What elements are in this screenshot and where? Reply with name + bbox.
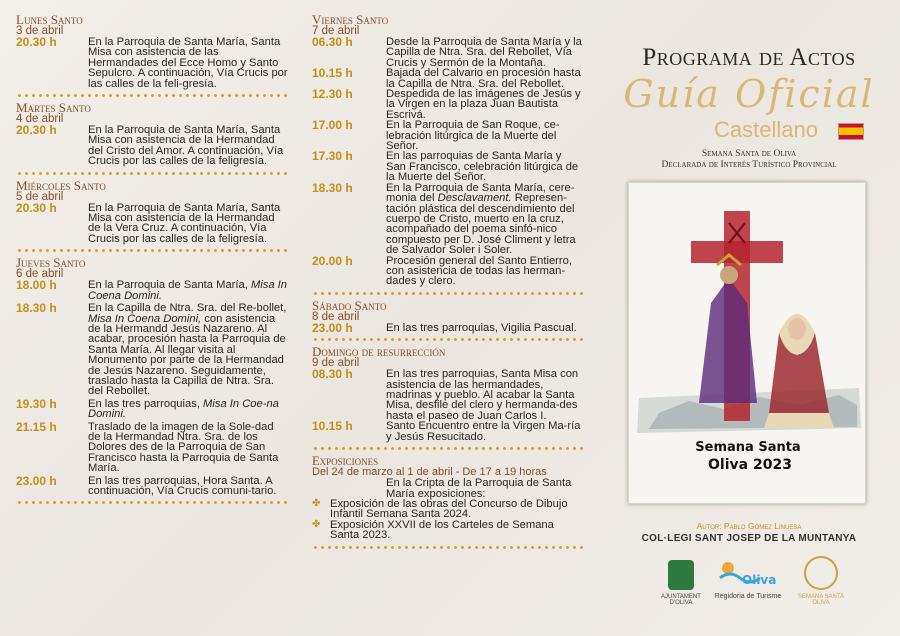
day-domingo-resurreccion xyxy=(312,346,584,442)
event-text xyxy=(386,183,584,256)
cover-title: Programa de Actos xyxy=(642,44,856,71)
author-credit: Autor: Pablo Gómez Linuesa xyxy=(696,521,802,531)
event-time: 18.30 h xyxy=(312,180,353,195)
poster-caption-2: Oliva 2023 xyxy=(708,457,792,473)
day-miercoles-santo xyxy=(16,177,288,245)
event-text-part: Represen-tación plástica del descendimiento del cuerpo de Cristo, muerto en la cruz, acompañado del poema sinfó-nico compuesto per D. José Climent y letra de Salvador Soler i Soler. xyxy=(386,192,576,257)
spain-flag-icon xyxy=(838,123,864,140)
event-text: En las tres parroquias, Vigilia Pascual. xyxy=(386,321,577,334)
event-time: 20.30 h xyxy=(16,35,57,49)
day-title: Martes Santo xyxy=(16,100,91,116)
event-text: En las tres parroquias, Santa Misa con asistencia de las hermandades, madrinas y pueblo. Al acabar la Santa Misa, desfile del clero y hermanda-des hasta el paseo de Juan Carlos I. xyxy=(386,368,579,422)
event-text: Traslado de la imagen de la Sole-dad de la Hermandad Ntra. Sra. de los Dolores des de la Parroquia de San Francisco hasta la Parroquia de Santa María. xyxy=(88,420,279,475)
dotted-divider xyxy=(312,546,584,549)
event-text xyxy=(88,280,288,301)
event-text: En la Parroquia de Santa María, Santa Misa con asistencia de la Hermandad del Cristo del Amor. A continuación, Vía Crucis por las calles de la feligresía. xyxy=(88,124,284,168)
turisme-logo-text: Regidoria de Turisme xyxy=(714,593,782,600)
exhibitions-section xyxy=(312,455,584,540)
event-row xyxy=(16,37,288,89)
schedule-column-2 xyxy=(312,14,584,554)
leaf-bullet-icon: ✤ xyxy=(312,497,321,509)
event-text-part: En la Capilla de Ntra. Sra. del Re-bollet, xyxy=(88,302,287,315)
event-text-part: En las tres parroquias, xyxy=(88,397,200,410)
event-time: 12.30 h xyxy=(312,87,353,102)
cover-subtitle-2: Declarada de Interés Turístico Provincial xyxy=(661,160,837,170)
event-time: 17.30 h xyxy=(312,149,353,164)
event-row xyxy=(312,120,584,151)
event-time: 23.00 h xyxy=(16,473,57,488)
exhibition-item-text: Exposición XXVII de los Carteles de Semana Santa 2023. xyxy=(330,518,554,542)
event-text: Bajada del Calvario en procesión hasta la Capilla de Ntra. Sra. del Rebollet. xyxy=(386,67,581,90)
day-date: 8 de abril xyxy=(312,310,360,323)
event-row xyxy=(312,369,584,421)
event-text xyxy=(88,399,288,420)
dotted-divider xyxy=(312,292,584,295)
oliva-logo-text: Oliva xyxy=(742,573,777,587)
event-text-part: En la Parroquia de Santa María, cere-monia del xyxy=(386,181,575,205)
event-time: 20.00 h xyxy=(312,253,353,268)
day-date: 5 de abril xyxy=(16,190,64,203)
dotted-divider xyxy=(16,94,288,97)
event-text-italic: Misa In Coe-na Domini. xyxy=(88,397,279,421)
oliva-turisme-logo xyxy=(718,560,778,588)
event-row xyxy=(312,421,584,442)
ajuntament-logo-text: AJUNTAMENT D'OLIVA xyxy=(661,594,701,606)
event-text xyxy=(88,303,288,397)
event-row xyxy=(16,303,288,397)
event-row xyxy=(312,89,584,120)
day-lunes-santo xyxy=(16,14,288,89)
cover-subtitle-1: Semana Santa de Oliva xyxy=(701,149,797,159)
school-name: COL·LEGI SANT JOSEP DE LA MUNTANYA xyxy=(641,533,857,544)
event-text: En las tres parroquias, Hora Santa. A continuación, Vía Crucis comuni-tario. xyxy=(88,474,277,497)
leaf-bullet-icon: ✤ xyxy=(312,518,321,530)
cover-script-title: Guía Oficial xyxy=(623,72,875,116)
schedule-column-1 xyxy=(16,14,288,509)
day-date: 4 de abril xyxy=(16,113,64,126)
event-text: Procesión general del Santo Entierro, con asistencia de todas las herman-dades y clero. xyxy=(386,254,572,288)
event-time: 10.15 h xyxy=(312,419,353,434)
day-date: 3 de abril xyxy=(16,25,64,37)
event-time: 19.30 h xyxy=(16,396,57,411)
event-row xyxy=(16,200,288,245)
poster-caption-1: Semana Santa xyxy=(695,440,801,455)
event-text-italic: Desclavament. xyxy=(437,192,512,205)
event-text-italic: Misa In Coena Domini. xyxy=(88,279,287,302)
day-date: 9 de abril xyxy=(312,357,360,370)
event-time: 20.30 h xyxy=(16,123,57,138)
event-row xyxy=(312,320,584,335)
event-row xyxy=(312,253,584,288)
exhibition-item xyxy=(312,499,584,520)
event-row xyxy=(312,68,584,89)
day-jueves-santo xyxy=(16,257,288,496)
event-row xyxy=(16,396,288,421)
day-title: Sábado Santo xyxy=(312,297,387,313)
semana-santa-seal xyxy=(804,556,838,590)
ajuntament-logo xyxy=(668,560,694,590)
day-title: Domingo de resurrección xyxy=(312,344,446,360)
exhibitions-dates: Del 24 de marzo al 1 de abril - De 17 a 19 horas xyxy=(312,466,547,479)
event-text: Desde la Parroquia de Santa María y la Capilla de Ntra. Sra. del Rebollet, Vía Crucis y Sermón de la Montaña. xyxy=(386,36,582,69)
dotted-divider xyxy=(312,338,584,341)
event-text: En la Parroquia de Santa María, Santa Misa con asistencia de la Hermandad de la Vera Cruz. A continuación, Vía Crucis por las calles de la feligresía. xyxy=(88,201,281,245)
event-text-part: En la Parroquia de Santa María, xyxy=(88,279,248,292)
event-time: 18.30 h xyxy=(16,301,57,316)
event-time: 17.00 h xyxy=(312,118,353,133)
event-time: 18.00 h xyxy=(16,278,57,293)
oliva-wave-icon xyxy=(718,560,778,588)
event-row xyxy=(312,151,584,182)
day-date: 6 de abril xyxy=(16,268,64,281)
event-text-part: con asistencia de la Hermandd Jesús Nazareno. Al acabar, procesión hasta la Parroquia de Santa María. Al llegar visita al Monumento por parte de la Hermandad de Jesús Nazareno. Seguidamente, traslado hasta la Capilla de Ntra. Sra. del Rebollet. xyxy=(88,312,286,398)
day-title: Miércoles Santo xyxy=(16,177,106,193)
dotted-divider xyxy=(16,501,288,504)
event-time: 21.15 h xyxy=(16,419,57,434)
exhibition-item xyxy=(312,520,584,541)
event-time: 08.30 h xyxy=(312,367,353,382)
exhibitions-title: Exposiciones xyxy=(312,454,379,469)
dotted-divider xyxy=(16,172,288,175)
cover-panel xyxy=(606,0,892,636)
event-text: En las parroquias de Santa María y San Francisco, celebración litúrgica de la Muerte del Señor. xyxy=(386,150,579,184)
event-time: 23.00 h xyxy=(312,320,353,335)
day-date: 7 de abril xyxy=(312,25,360,37)
exhibitions-place: En la Cripta de la Parroquia de Santa María exposiciones: xyxy=(386,477,572,500)
event-time: 06.30 h xyxy=(312,35,353,49)
event-text: Despedida de las imágenes de Jesús y la Virgen en la plaza Juan Bautista Escrivá. xyxy=(386,88,581,121)
dotted-divider xyxy=(16,249,288,252)
day-title: Lunes Santo xyxy=(16,12,83,27)
poster-image xyxy=(628,182,866,504)
event-text-italic: Misa In Coena Domini, xyxy=(88,312,202,325)
dotted-divider xyxy=(312,447,584,450)
event-text: En la Parroquia de San Roque, ce-lebración litúrgica de la Muerte del Señor. xyxy=(386,119,560,153)
seal-text: SEMANA SANTA OLIVA xyxy=(797,594,845,606)
day-viernes-santo xyxy=(312,14,584,287)
event-row xyxy=(312,37,584,68)
event-row xyxy=(16,125,288,167)
event-row xyxy=(312,180,584,257)
exhibition-item-text: Exposición de las obras del Concurso de Dibujo Infantil Semana Santa 2024. xyxy=(330,497,568,521)
day-title: Viernes Santo xyxy=(312,12,389,27)
event-text: Santo Encuentro entre la Virgen Ma-ría y Jesús Resucitado. xyxy=(386,420,581,443)
event-row xyxy=(16,419,288,475)
language-label: Castellano xyxy=(714,117,818,142)
day-sabado-santo xyxy=(312,297,584,335)
event-time: 10.15 h xyxy=(312,66,353,81)
event-row xyxy=(16,473,288,497)
event-row xyxy=(16,280,288,301)
day-title: Jueves Santo xyxy=(16,255,86,271)
day-martes-santo xyxy=(16,102,288,167)
event-text: En la Parroquia de Santa María, Santa Misa con asistencia de las Hermandades del Ecce Homo y Santo Sepulcro. A continuación, Vía Crucis por las calles de la feli-gresía. xyxy=(88,36,288,90)
poster-drawing xyxy=(629,183,867,505)
event-time: 20.30 h xyxy=(16,200,57,215)
